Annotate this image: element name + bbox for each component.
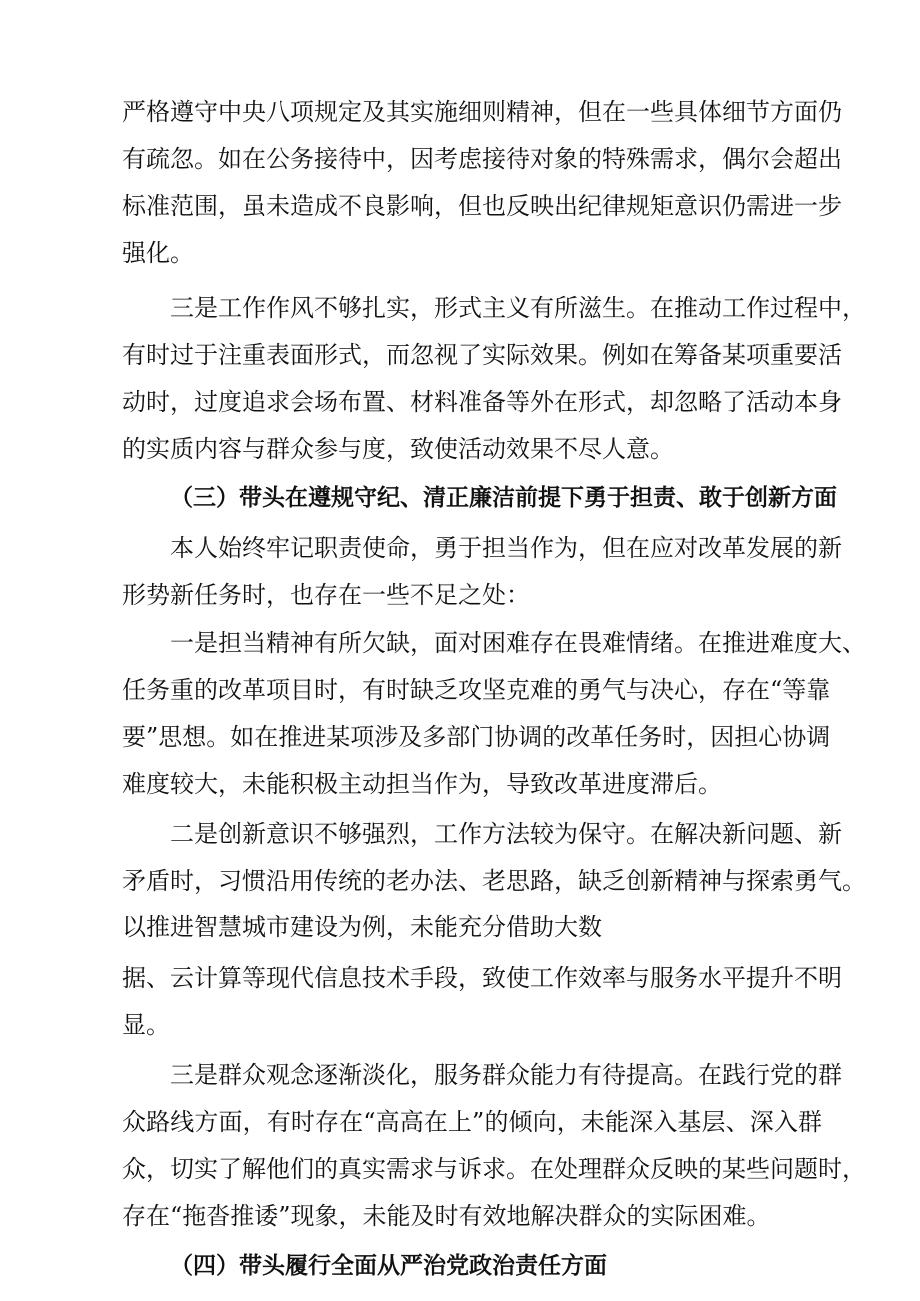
text-line: 据、云计算等现代信息技术手段，致使工作效率与服务水平提升不明	[122, 964, 842, 992]
section-heading: （四）带头履行全面从严治党政治责任方面	[170, 1253, 607, 1279]
text-line: 矛盾时，习惯沿用传统的老办法、老思路，缺乏创新精神与探索勇气。	[122, 867, 866, 895]
text-line: 显。	[122, 1011, 170, 1039]
text-line: 标准范围，虽未造成不良影响，但也反映出纪律规矩意识仍需进一步	[122, 192, 842, 220]
text-line: 存在“拖沓推诿”现象，未能及时有效地解决群众的实际困难。	[122, 1202, 771, 1230]
text-line: 有疏忽。如在公务接待中，因考虑接待对象的特殊需求，偶尔会超出	[122, 145, 842, 173]
text-line: 的实质内容与群众参与度，致使活动效果不尽人意。	[122, 435, 674, 463]
text-line: 难度较大，未能积极主动担当作为，导致改革进度滞后。	[122, 770, 722, 798]
text-line: 众路线方面，有时存在“高高在上”的倾向，未能深入基层、深入群	[122, 1108, 822, 1136]
text-line: 以推进智慧城市建设为例，未能充分借助大数	[122, 913, 602, 941]
text-line: 动时，过度追求会场布置、材料准备等外在形式，却忽略了活动本身	[122, 388, 842, 416]
text-line: 强化。	[122, 239, 194, 267]
paragraph-start-line: 三是工作作风不够扎实，形式主义有所滋生。在推动工作过程中，	[170, 294, 866, 322]
section-heading: （三）带头在遵规守纪、清正廉洁前提下勇于担责、敢于创新方面	[170, 485, 837, 511]
paragraph-start-line: 本人始终牢记职责使命，勇于担当作为，但在应对改革发展的新	[170, 534, 842, 562]
text-line: 众，切实了解他们的真实需求与诉求。在处理群众反映的某些问题时，	[122, 1155, 866, 1183]
text-line: 形势新任务时，也存在一些不足之处：	[122, 581, 530, 609]
paragraph-start-line: 一是担当精神有所欠缺，面对困难存在畏难情绪。在推进难度大、	[170, 629, 866, 657]
paragraph-start-line: 三是群众观念逐渐淡化，服务群众能力有待提高。在践行党的群	[170, 1061, 842, 1089]
paragraph-start-line: 二是创新意识不够强烈，工作方法较为保守。在解决新问题、新	[170, 820, 842, 848]
text-line: 有时过于注重表面形式，而忽视了实际效果。例如在筹备某项重要活	[122, 341, 842, 369]
text-line: 任务重的改革项目时，有时缺乏攻坚克难的勇气与决心，存在“等靠	[122, 676, 831, 704]
text-line: 严格遵守中央八项规定及其实施细则精神，但在一些具体细节方面仍	[122, 98, 842, 126]
text-line: 要”思想。如在推进某项涉及多部门协调的改革任务时，因担心协调	[122, 723, 831, 751]
